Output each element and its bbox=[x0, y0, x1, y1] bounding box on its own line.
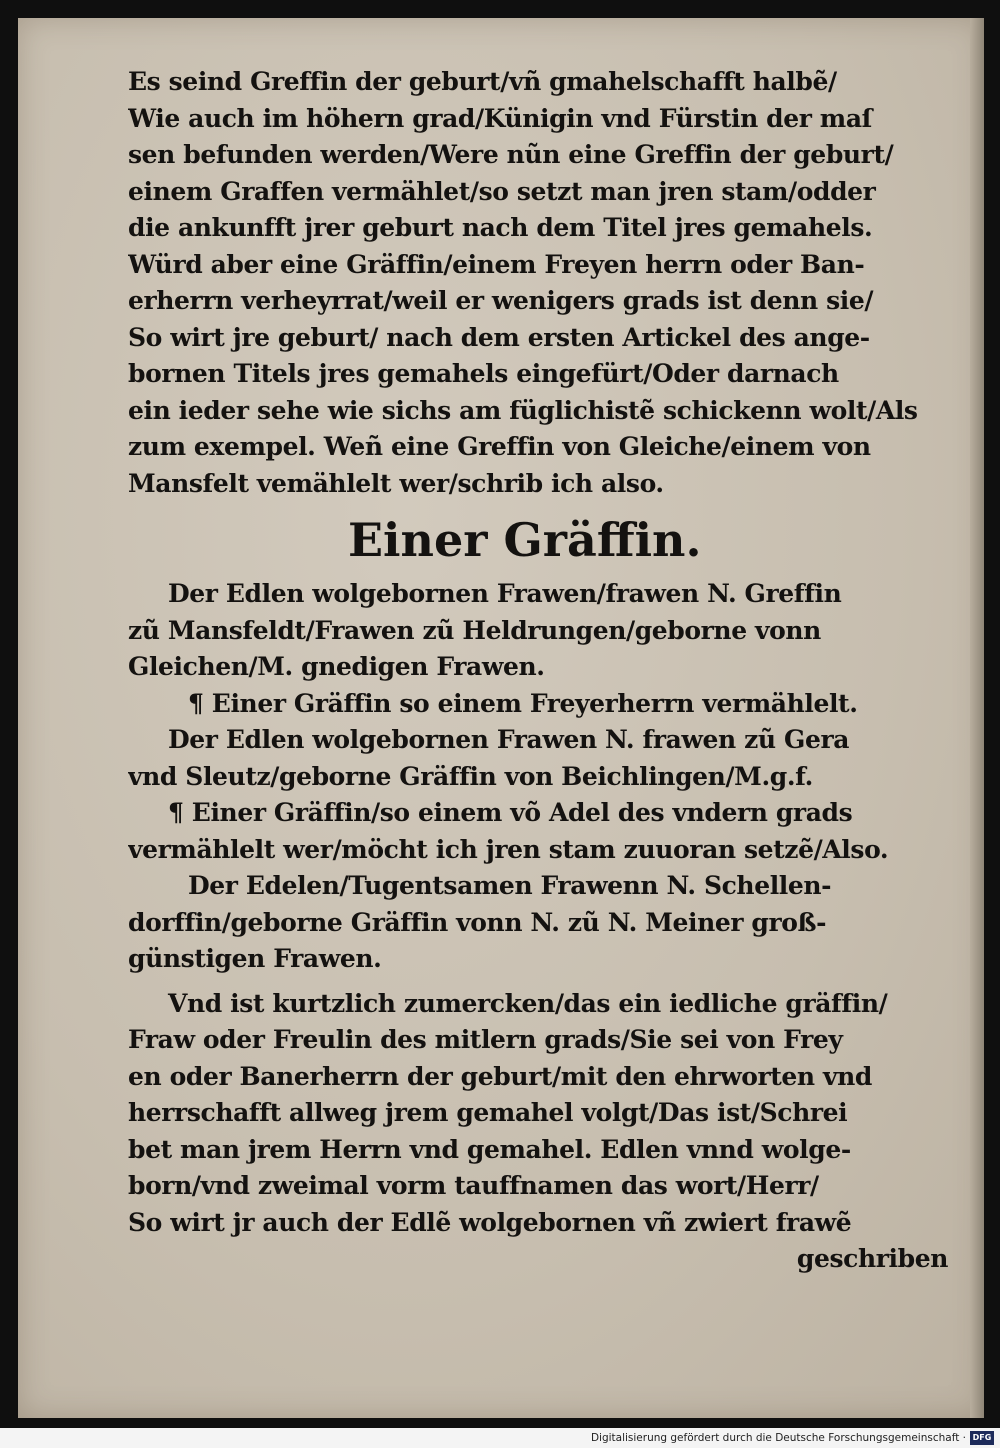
text-line: vermählelt wer/möcht ich jren stam zuuoran setzẽ/Also. bbox=[128, 834, 889, 864]
text-line: Mansfelt vemählelt wer/schrib ich also. bbox=[128, 468, 664, 498]
footer-credit: Digitalisierung gefördert durch die Deutsche Forschungsgemeinschaft · bbox=[590, 1432, 966, 1444]
subsection-title: ¶ Einer Gräffin so einem Freyerherrn vermählelt. bbox=[188, 688, 858, 718]
text-line: zũ Mansfeldt/Frawen zũ Heldrungen/geborne vonn bbox=[128, 615, 821, 645]
dfg-logo-icon: DFG bbox=[970, 1431, 994, 1445]
text-line: günstigen Frawen. bbox=[128, 944, 382, 973]
text-line: So wirt jre geburt/ nach dem ersten Artickel des ange- bbox=[128, 322, 870, 352]
text-line: ein ieder sehe wie sichs am füglichistẽ schickenn wolt/Als bbox=[128, 395, 918, 425]
text-line: dorffin/geborne Gräffin vonn N. zũ N. Meiner groß- bbox=[128, 907, 827, 937]
footer-bar bbox=[0, 1428, 1000, 1448]
text-line: bornen Titels jres gemahels eingefürt/Oder darnach bbox=[128, 359, 839, 388]
text-line: en oder Banerherrn der geburt/mit den ehrworten vnd bbox=[128, 1061, 872, 1091]
text-line: zum exempel. Weñ eine Greffin von Gleiche/einem von bbox=[128, 432, 871, 461]
page-gutter bbox=[970, 18, 984, 1418]
text-line: sen befunden werden/Were nũn eine Greffin der geburt/ bbox=[128, 140, 894, 169]
text-line: herrschafft allweg jrem gemahel volgt/Das ist/Schrei bbox=[128, 1098, 848, 1127]
text-line: Vnd ist kurtzlich zumercken/das ein iedliche gräffin/ bbox=[168, 988, 888, 1018]
catchword: geschriben bbox=[796, 1244, 948, 1273]
text-line: bet man jrem Herrn vnd gemahel. Edlen vnnd wolge- bbox=[128, 1134, 851, 1164]
text-line: Es seind Greffin der geburt/vñ gmahelschafft halbẽ/ bbox=[128, 67, 837, 96]
text-line: Der Edelen/Tugentsamen Frawenn N. Schellen- bbox=[188, 871, 832, 900]
text-line: So wirt jr auch der Edlẽ wolgebornen vñ zwiert frawẽ bbox=[128, 1207, 852, 1237]
text-line: born/vnd zweimal vorm tauffnamen das wort/Herr/ bbox=[128, 1171, 819, 1200]
text-line: Wie auch im höhern grad/Künigin vnd Fürstin der maſ bbox=[128, 103, 873, 133]
text-line: die ankunfft jrer geburt nach dem Titel jres gemahels. bbox=[128, 213, 873, 242]
text-line: Fraw oder Freulin des mitlern grads/Sie sei von Frey bbox=[128, 1025, 843, 1054]
text-line: Der Edlen wolgebornen Frawen/frawen N. Greffin bbox=[168, 579, 842, 608]
text-line: Gleichen/M. gnedigen Frawen. bbox=[128, 652, 545, 681]
subsection-title: ¶ Einer Gräffin/so einem võ Adel des vndern grads bbox=[168, 798, 853, 827]
text-block bbox=[128, 64, 968, 1278]
text-line: Der Edlen wolgebornen Frawen N. frawen zũ Gera bbox=[168, 725, 850, 754]
text-line: erherrn verheyrrat/weil er wenigers grads ist denn sie/ bbox=[128, 286, 874, 315]
spacer bbox=[128, 978, 968, 986]
text-line: Würd aber eine Gräffin/einem Freyen herrn oder Ban- bbox=[128, 249, 865, 279]
text-line: einem Graffen vermählet/so setzt man jren stam/odder bbox=[128, 176, 876, 206]
section-heading: Einer Gräffin. bbox=[348, 513, 702, 567]
text-line: vnd Sleutz/geborne Gräffin von Beichlingen/M.g.f. bbox=[128, 761, 813, 791]
